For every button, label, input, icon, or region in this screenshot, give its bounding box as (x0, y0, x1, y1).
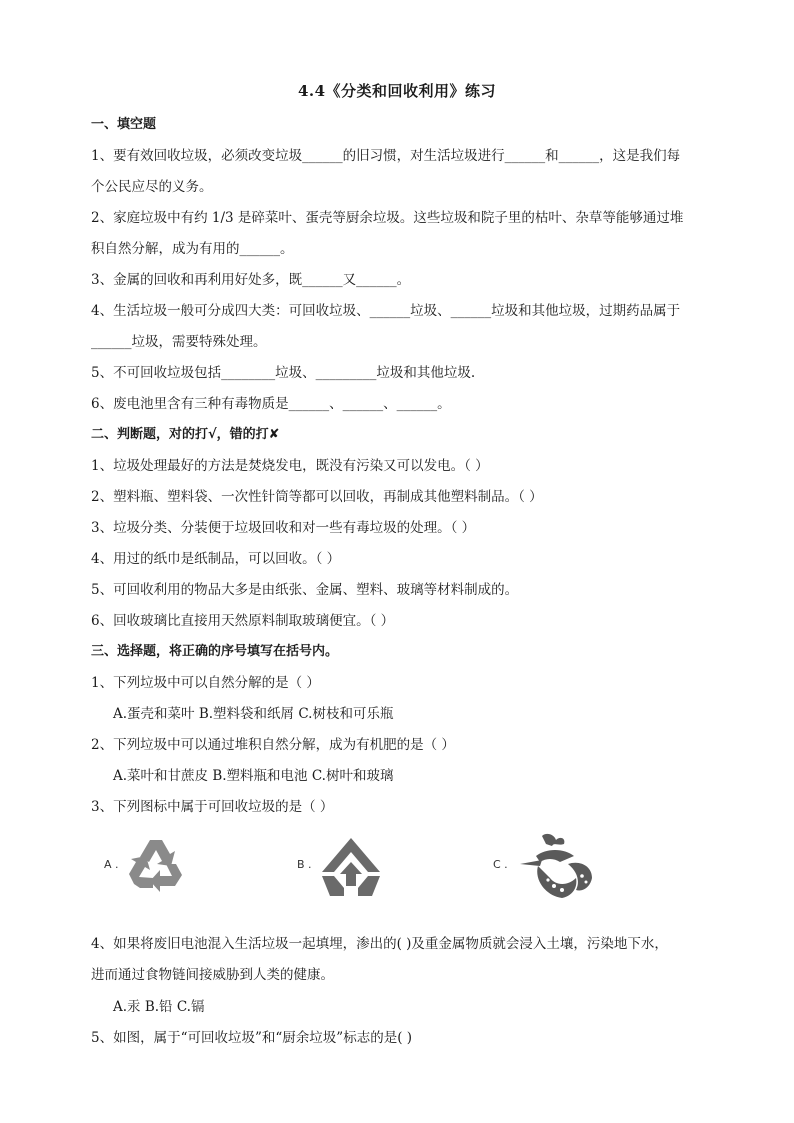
true-false-line: 2、塑料瓶、塑料袋、一次性针筒等都可以回收，再制成其他塑料制品。（ ） (91, 489, 543, 505)
question-3: 3、下列图标中属于可回收垃圾的是（ ） (91, 799, 334, 815)
question-3-icons (0, 828, 794, 908)
question-1: 1、下列垃圾中可以自然分解的是（ ） (91, 675, 320, 691)
fill-blank-line: 个公民应尽的义务。 (91, 179, 213, 195)
question-4-line-2: 进而通过食物链间接威胁到人类的健康。 (91, 967, 334, 983)
fill-blank-line: 2、家庭垃圾中有约 1/3 是碎菜叶、蛋壳等厨余垃圾。这些垃圾和院子里的枯叶、杂草等能够通过堆 (91, 210, 684, 226)
icon-label-a: A . (104, 858, 119, 871)
hazard-recycle-icon (320, 836, 382, 896)
food-waste-icon (512, 830, 598, 906)
fill-blank-line: 4、生活垃圾一般可分成四大类：可回收垃圾、______垃圾、______垃圾和其他垃圾，过期药品属于 (91, 303, 681, 319)
question-2-options: A.菜叶和甘蔗皮 B.塑料瓶和电池 C.树叶和玻璃 (113, 768, 394, 784)
fill-blank-line: 5、不可回收垃圾包括________垃圾、_________垃圾和其他垃圾. (91, 365, 476, 381)
fill-blank-line: 3、金属的回收和再利用好处多，既______又______。 (91, 272, 411, 288)
recycle-icon (126, 836, 186, 894)
fill-blank-line: 1、要有效回收垃圾，必须改变垃圾______的旧习惯，对生活垃圾进行______和______，这是我们每 (91, 148, 681, 164)
fill-blank-line: 积自然分解，成为有用的______。 (91, 241, 294, 257)
section-heading-fill-blank: 一、填空题 (91, 117, 157, 132)
question-5: 5、如图，属于“可回收垃圾”和“厨余垃圾”标志的是( ) (91, 1030, 413, 1046)
page-title: 4.4《分类和回收利用》练习 (297, 82, 497, 100)
icon-label-c: C . (493, 858, 508, 871)
fill-blank-line: 6、废电池里含有三种有毒物质是______、______、______。 (91, 396, 451, 412)
question-2: 2、下列垃圾中可以通过堆积自然分解，成为有机肥的是（ ） (91, 737, 455, 753)
true-false-line: 6、回收玻璃比直接用天然原料制取玻璃便宜。（ ） (91, 613, 395, 629)
question-1-options: A.蛋壳和菜叶 B.塑料袋和纸屑 C.树枝和可乐瓶 (113, 706, 394, 722)
section-heading-true-false: 二、判断题，对的打√，错的打✘ (91, 427, 280, 442)
question-4-line-1: 4、如果将废旧电池混入生活垃圾一起填埋，渗出的( )及重金属物质就会浸入土壤，污染地下水， (91, 936, 668, 952)
true-false-line: 3、垃圾分类、分装便于垃圾回收和对一些有毒垃圾的处理。（ ） (91, 520, 476, 536)
true-false-line: 1、垃圾处理最好的方法是焚烧发电，既没有污染又可以发电。（ ） (91, 458, 489, 474)
true-false-line: 4、用过的纸巾是纸制品，可以回收。（ ） (91, 551, 341, 567)
question-4-options: A.汞 B.铅 C.镉 (113, 999, 205, 1015)
fill-blank-line: ______垃圾，需要特殊处理。 (91, 334, 267, 350)
section-heading-multiple-choice: 三、选择题，将正确的序号填写在括号内。 (91, 644, 339, 659)
icon-label-b: B . (297, 858, 312, 871)
true-false-line: 5、可回收利用的物品大多是由纸张、金属、塑料、玻璃等材料制成的。 (91, 582, 519, 598)
